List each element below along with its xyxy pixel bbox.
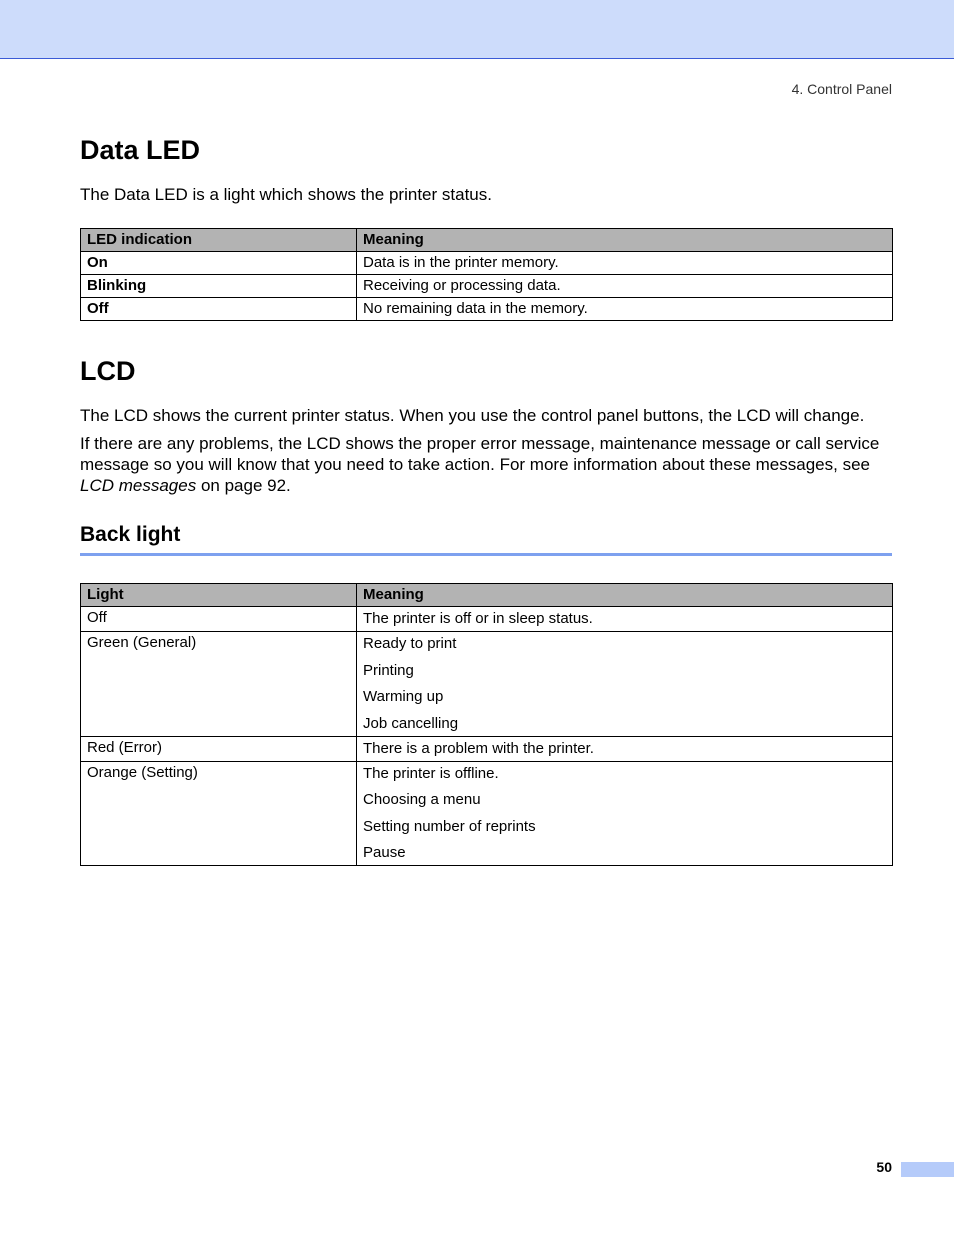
heading-underline: [80, 553, 892, 556]
meaning-cell: [357, 736, 893, 761]
data-led-intro: The Data LED is a light which shows the printer status.: [80, 185, 492, 204]
meaning-cell: [357, 761, 893, 866]
back-light-table: [80, 583, 893, 866]
meaning-line: The printer is off or in sleep status.: [363, 610, 593, 627]
page-number: 50: [876, 1159, 892, 1175]
meaning-line: Pause: [363, 844, 406, 861]
light-cell: Off: [81, 607, 357, 632]
table-row: [81, 275, 893, 298]
page-number-tab: [901, 1162, 954, 1177]
meaning-line: Printing: [363, 661, 414, 679]
header-band: [0, 0, 954, 59]
meaning-line: Ready to print: [363, 635, 457, 652]
column-header: Meaning: [357, 584, 893, 607]
meaning-line: Setting number of reprints: [363, 817, 536, 835]
meaning-cell: [357, 632, 893, 737]
led-indication-cell: Blinking: [81, 275, 357, 298]
light-cell: Green (General): [81, 632, 357, 737]
table-row: [81, 632, 893, 737]
column-header: Meaning: [357, 229, 893, 252]
section-header-label: 4. Control Panel: [791, 81, 892, 97]
led-indication-cell: On: [81, 252, 357, 275]
column-header: LED indication: [81, 229, 357, 252]
led-indication-cell: Off: [81, 298, 357, 321]
meaning-cell: Data is in the printer memory.: [357, 252, 893, 275]
light-cell: Orange (Setting): [81, 761, 357, 866]
meaning-line: Warming up: [363, 688, 444, 705]
table-row: [81, 252, 893, 275]
lcd-paragraph-1: The LCD shows the current printer status. When you use the control panel buttons, the LCD will change.: [80, 406, 865, 425]
lcd-messages-reference[interactable]: LCD messages: [80, 476, 197, 495]
back-light-heading: Back light: [80, 523, 181, 546]
meaning-line: There is a problem with the printer.: [363, 739, 594, 757]
light-cell: Red (Error): [81, 736, 357, 761]
lcd-heading: LCD: [80, 356, 136, 386]
meaning-line: The printer is offline.: [363, 764, 499, 782]
meaning-cell: No remaining data in the memory.: [357, 298, 893, 321]
data-led-heading: Data LED: [80, 135, 201, 165]
table-row: [81, 736, 893, 761]
meaning-cell: [357, 607, 893, 632]
table-header-row: [81, 229, 893, 252]
table-row: [81, 607, 893, 632]
table-row: [81, 298, 893, 321]
meaning-line: Choosing a menu: [363, 791, 481, 808]
data-led-table: [80, 228, 893, 321]
table-row: [81, 761, 893, 866]
lcd-paragraph-2-text: If there are any problems, the LCD shows the proper error message, maintenance message or call service message so you will know that you need to take action. For more information about these messages, see: [80, 434, 880, 474]
lcd-paragraph-2: [80, 433, 892, 496]
meaning-line: Job cancelling: [363, 714, 459, 732]
lcd-paragraph-2-tail: on page 92.: [200, 476, 291, 495]
meaning-cell: Receiving or processing data.: [357, 275, 893, 298]
table-header-row: [81, 584, 893, 607]
column-header: Light: [81, 584, 357, 607]
